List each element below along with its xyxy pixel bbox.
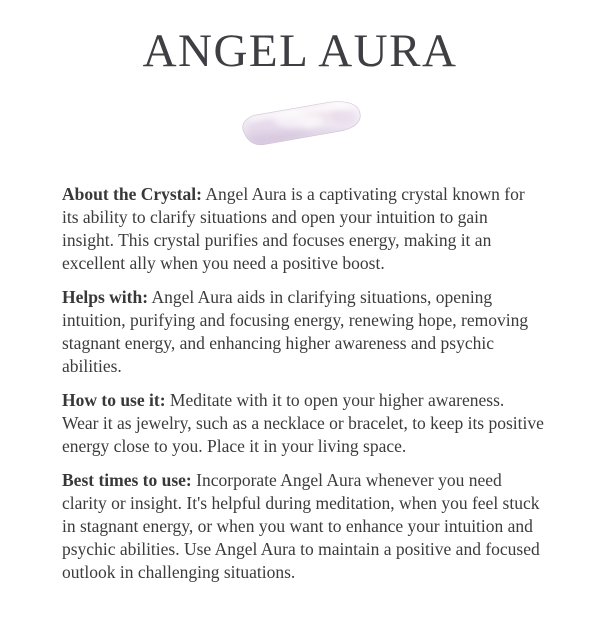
page-title: ANGEL AURA bbox=[142, 25, 458, 77]
section-about-the-crystal bbox=[62, 183, 544, 275]
angel-aura-page bbox=[0, 27, 600, 627]
crystal-description bbox=[0, 151, 600, 584]
section-about-label: About the Crystal: bbox=[62, 184, 202, 204]
section-how-to-use bbox=[62, 389, 544, 458]
crystal-image bbox=[232, 95, 368, 151]
section-best-label: Best times to use: bbox=[62, 470, 192, 490]
angel-aura-crystal-illustration bbox=[232, 95, 368, 151]
section-best-text: Incorporate Angel Aura whenever you need clarity or insight. It's helpful during meditation, when you feel stuck in stagnant energy, or when you want to enhance your intuition and psychic abilities. Use Angel Aura to maintain a positive and focused outlook in challenging situations. bbox=[62, 470, 540, 582]
section-how-label: How to use it: bbox=[62, 390, 166, 410]
section-how-text: Meditate with it to open your higher awareness. Wear it as jewelry, such as a necklace or bracelet, to keep its positive energy close to you. Place it in your living space. bbox=[62, 390, 544, 456]
section-best-times bbox=[62, 469, 544, 584]
section-about-text: Angel Aura is a captivating crystal known for its ability to clarify situations and open your intuition to gain insight. This crystal purifies and focuses energy, making it an excellent ally when you need a positive boost. bbox=[62, 184, 525, 273]
section-helps-label: Helps with: bbox=[62, 287, 149, 307]
section-helps-text: Angel Aura aids in clarifying situations, opening intuition, purifying and focusing energy, renewing hope, removing stagnant energy, and enhancing higher awareness and psychic abilities. bbox=[62, 287, 529, 376]
section-helps-with bbox=[62, 286, 544, 378]
